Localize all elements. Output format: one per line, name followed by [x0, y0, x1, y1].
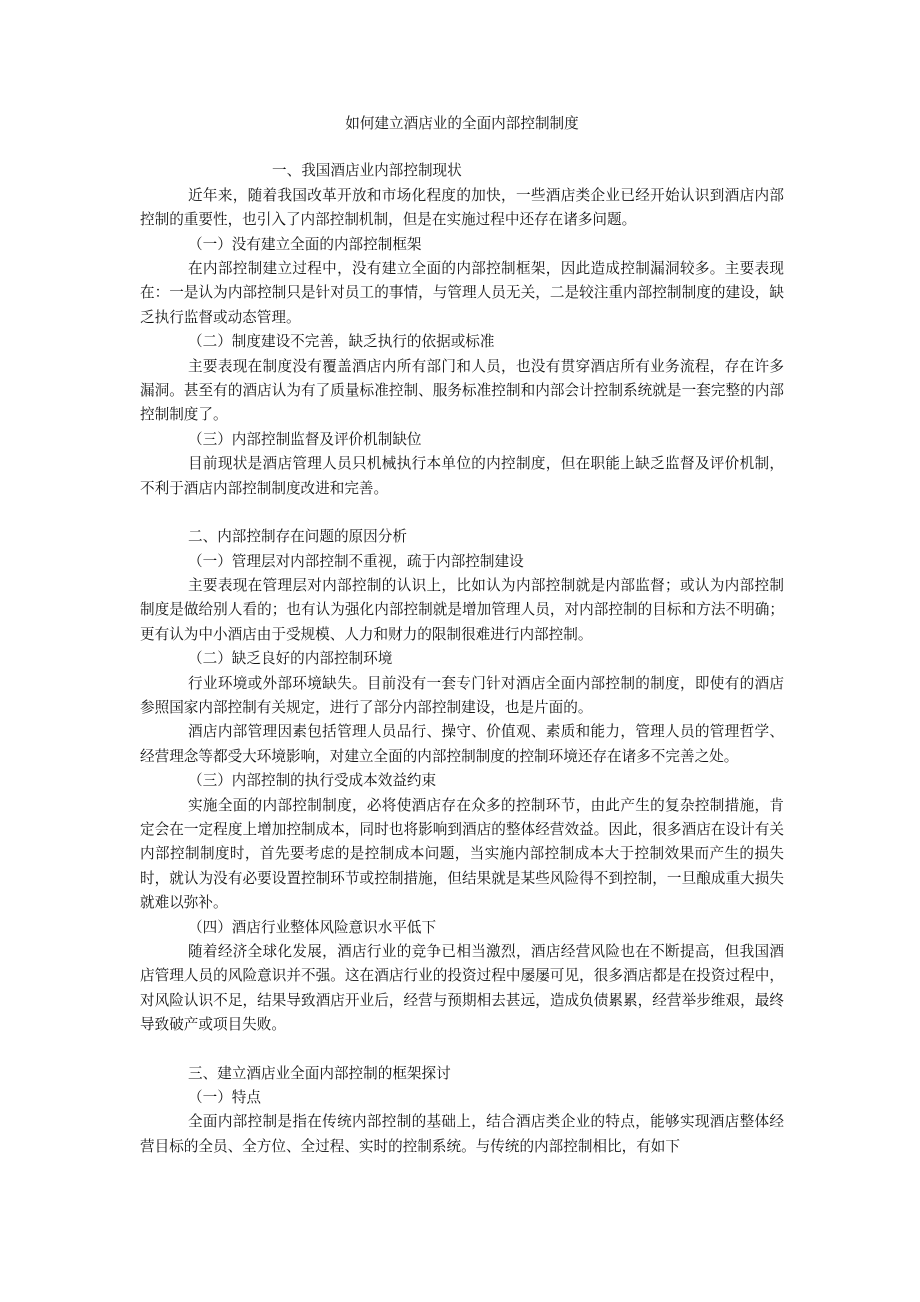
paragraph: 目前现状是酒店管理人员只机械执行本单位的内控制度，但在职能上缺乏监督及评价机制，不利于酒店内部控制制度改进和完善。 — [140, 455, 784, 497]
subsection-heading: （四）酒店行业整体风险意识水平低下 — [188, 918, 437, 936]
paragraph: 近年来，随着我国改革开放和市场化程度的加快，一些酒店类企业已经开始认识到酒店内部控制的重要性，也引入了内部控制机制，但是在实施过程中还存在诸多问题。 — [140, 186, 784, 229]
document-page — [140, 112, 784, 1159]
paragraph: 行业环境或外部环境缺失。目前没有一套专门针对酒店全面内部控制的制度，即使有的酒店参照国家内部控制有关规定，进行了部分内部控制建设，也是片面的。 — [140, 674, 784, 716]
paragraph: 随着经济全球化发展，酒店行业的竞争已相当激烈，酒店经营风险也在不断提高，但我国酒店管理人员的风险意识并不强。这在酒店行业的投资过程中屡屡可见，很多酒店都是在投资过程中，对风险认识不足，结果导致酒店开业后，经营与预期相去甚远，造成负债累累，经营举步维艰，最终导致破产或项目失败。 — [140, 943, 784, 1034]
subsection-heading: （一）没有建立全面的内部控制框架 — [188, 235, 422, 253]
section-heading-2: 二、内部控制存在问题的原因分析 — [188, 528, 407, 546]
subsection-heading: （二）制度建设不完善，缺乏执行的依据或标准 — [188, 333, 495, 351]
paragraph: 主要表现在制度没有覆盖酒店内所有部门和人员，也没有贯穿酒店所有业务流程，存在许多漏洞。甚至有的酒店认为有了质量标准控制、服务标准控制和内部会计控制系统就是一套完整的内部控制制度了。 — [140, 357, 784, 424]
paragraph: 全面内部控制是指在传统内部控制的基础上，结合酒店类企业的特点，能够实现酒店整体经营目标的全员、全方位、全过程、实时的控制系统。与传统的内部控制相比，有如下 — [140, 1113, 784, 1155]
paragraph: 主要表现在管理层对内部控制的认识上，比如认为内部控制就是内部监督；或认为内部控制制度是做给别人看的；也有认为强化内部控制就是增加管理人员，对内部控制的目标和方法不明确；更有认为中小酒店由于受规模、人力和财力的限制很难进行内部控制。 — [140, 576, 784, 643]
section-spacer — [140, 501, 784, 525]
paragraph: 在内部控制建立过程中，没有建立全面的内部控制框架，因此造成控制漏洞较多。主要表现在：一是认为内部控制只是针对员工的事情，与管理人员无关，二是较注重内部控制制度的建设，缺乏执行监督或动态管理。 — [140, 260, 784, 326]
paragraph: 实施全面的内部控制制度，必将使酒店存在众多的控制环节，由此产生的复杂控制措施，肯定会在一定程度上增加控制成本，同时也将影响到酒店的整体经营效益。因此，很多酒店在设计有关内部控制制度时，首先要考虑的是控制成本问题，当实施内部控制成本大于控制效果而产生的损失时，就认为没有必要设置控制环节或控制措施，但结果就是某些风险得不到控制，一旦酿成重大损失就难以弥补。 — [140, 796, 784, 912]
subsection-heading: （二）缺乏良好的内部控制环境 — [188, 650, 393, 668]
section-spacer — [140, 1038, 784, 1062]
subsection-heading: （一）管理层对内部控制不重视，疏于内部控制建设 — [188, 552, 524, 570]
section-heading-3: 三、建立酒店业全面内部控制的框架探讨 — [188, 1064, 451, 1082]
subsection-heading: （一）特点 — [188, 1089, 261, 1107]
subsection-heading: （三）内部控制的执行受成本效益约束 — [188, 772, 437, 790]
document-title: 如何建立酒店业的全面内部控制制度 — [345, 115, 579, 132]
section-heading-1: 一、我国酒店业内部控制现状 — [272, 162, 462, 180]
subsection-heading: （三）内部控制监督及评价机制缺位 — [188, 430, 422, 448]
paragraph: 酒店内部管理因素包括管理人员品行、操守、价值观、素质和能力，管理人员的管理哲学、经营理念等都受大环境影响，对建立全面的内部控制制度的控制环境还存在诸多不完善之处。 — [140, 723, 784, 765]
